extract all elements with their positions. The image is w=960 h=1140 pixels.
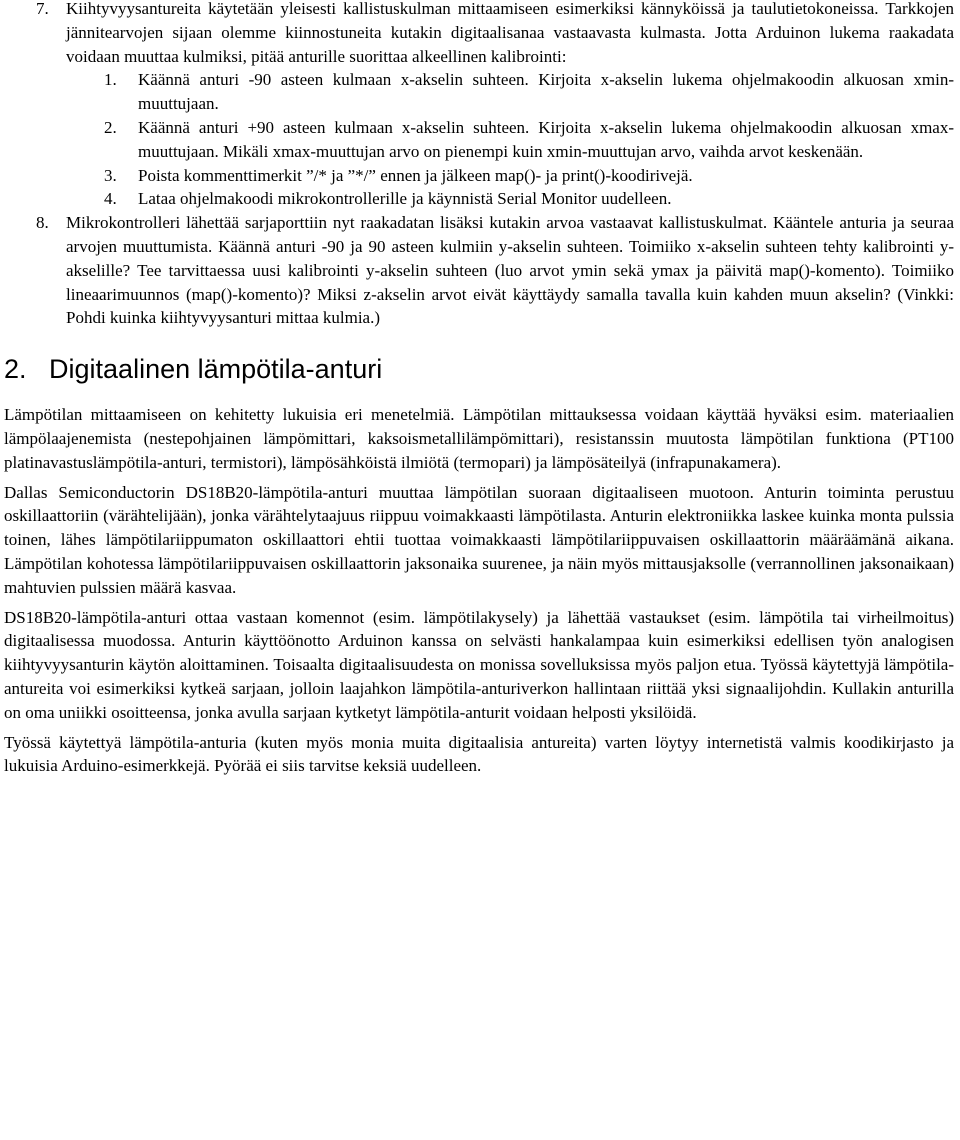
list-item <box>4 211 954 330</box>
sub-list-item <box>4 187 954 211</box>
sub-list-item <box>4 116 954 164</box>
paragraph: Dallas Semiconductorin DS18B20-lämpötila-anturi muuttaa lämpötilan suoraan digitaaliseen muotoon. Anturin toiminta perustuu oskillaattoriin (värähtelijään), jonka värähtelytaajuus riippuu voimakkaasti lämpötilasta. Anturin elektroniikka laskee kuinka monta pulssia toinen, lähes lämpötilariippumaton oskillaattori ehtii tuottaa voimakkaasti lämpötilariippuvaisen oskillaattorin määräämänä aikana. Lämpötilan kohotessa lämpötilariippuvaisen oskillaattorin jaksonaika suurenee, ja näin myös mittausjaksolle (verrannollinen jaksonaikaan) mahtuvien pulssien määrä kasvaa. <box>4 482 954 597</box>
paragraph: DS18B20-lämpötila-anturi ottaa vastaan komennot (esim. lämpötilakysely) ja lähettää vastaukset (esim. lämpötila tai virheilmoitus) digitaalisessa muodossa. Anturin käyttöönotto Arduinon kanssa on selvästi hankalampaa kuin esimerkiksi edellisen työn analogisen kiihtyvyysanturin käytön aloittaminen. Toisaalta digitaalisuudesta on monissa sovelluksissa myös paljon etua. Työssä käytettyjä lämpötila-antureita voi esimerkiksi kytkeä sarjaan, jolloin laajahkon lämpötila-anturiverkon hallintaan riittää yksi signaalijohdin. Kullakin anturilla on oma uniikki osoitteensa, jonka avulla sarjaan kytketyt lämpötila-anturit voidaan helposti yksilöidä. <box>4 607 954 722</box>
sub-list-item-text: Poista kommenttimerkit ”/* ja ”*/” ennen ja jälkeen map()- ja print()-koodirivejä. <box>138 165 693 185</box>
sub-list-item-text: Lataa ohjelmakoodi mikrokontrollerille ja käynnistä Serial Monitor uudelleen. <box>138 189 672 209</box>
sub-list-item-text: Käännä anturi +90 asteen kulmaan x-akselin suhteen. Kirjoita x-akselin lukema ohjelmakoodin alkuosan xmax-muuttujaan. Mikäli xmax-muuttujan arvo on pienempi kuin xmin-muuttujan arvo, vaihda arvot keskenään. <box>138 117 954 161</box>
sub-list-item <box>4 164 954 188</box>
document-page <box>4 0 954 778</box>
list-number: 4. <box>104 189 117 209</box>
paragraph: Työssä käytettyä lämpötila-anturia (kuten myös monia muita digitaalisia antureita) varten löytyy internetistä valmis koodikirjasto ja lukuisia Arduino-esimerkkejä. Pyörää ei siis tarvitse keksiä uudelleen. <box>4 732 954 776</box>
list-item-text: Kiihtyvyysantureita käytetään yleisesti kallistuskulman mittaamiseen esimerkiksi kännyköissä ja taulutietokoneissa. Tarkkojen jännitearvojen sijaan olemme kiinnostuneita kutakin digitaalisanaa vastaavasta kulmasta. Jotta Arduinon lukema raakadata voidaan muuttaa kulmiksi, pitää anturille suorittaa alkeellinen kalibrointi: <box>66 0 954 66</box>
list-number: 8. <box>36 213 49 233</box>
list-item-text: Mikrokontrolleri lähettää sarjaporttiin nyt raakadatan lisäksi kutakin arvoa vastaavat kallistuskulmat. Kääntele anturia ja seuraa arvojen muuttumista. Käännä anturi -90 ja 90 asteen kulmiin y-akselin suhteen. Toimiiko x-akselin suhteen tehty kalibrointi y-akselille? Tee tarvittaessa uusi kalibrointi y-akselin suhteen (luo arvot ymin sekä ymax ja päivitä map()-komento). Toimiiko lineaarimuunnos (map()-komento)? Miksi z-akselin arvot eivät käyttäydy samalla tavalla kuin kahden muun akselin? (Vinkki: Pohdi kuinka kiihtyvyysanturi mittaa kulmia.) <box>66 213 954 328</box>
sub-list-item-text: Käännä anturi -90 asteen kulmaan x-akselin suhteen. Kirjoita x-akselin lukema ohjelmakoodin alkuosan xmin-muuttujaan. <box>138 70 954 114</box>
sub-list-item <box>4 68 954 116</box>
paragraph: Lämpötilan mittaamiseen on kehitetty lukuisia eri menetelmiä. Lämpötilan mittauksessa voidaan käyttää hyväksi esim. materiaalien lämpölaajenemista (nestepohjainen lämpömittari, kaksoismetallilämpömittari), resistanssin muutosta lämpötilan funktiona (PT100 platinavastuslämpötila-anturi, termistori), lämpösähköistä ilmiötä (termopari) ja lämpösäteilyä (infrapunakamera). <box>4 405 954 472</box>
list-number: 1. <box>104 70 117 90</box>
list-item <box>4 0 954 211</box>
list-number: 3. <box>104 165 117 185</box>
list-number: 2. <box>104 117 117 137</box>
section-heading: 2. Digitaalinen lämpötila-anturi <box>4 354 383 385</box>
list-number: 7. <box>36 0 49 18</box>
